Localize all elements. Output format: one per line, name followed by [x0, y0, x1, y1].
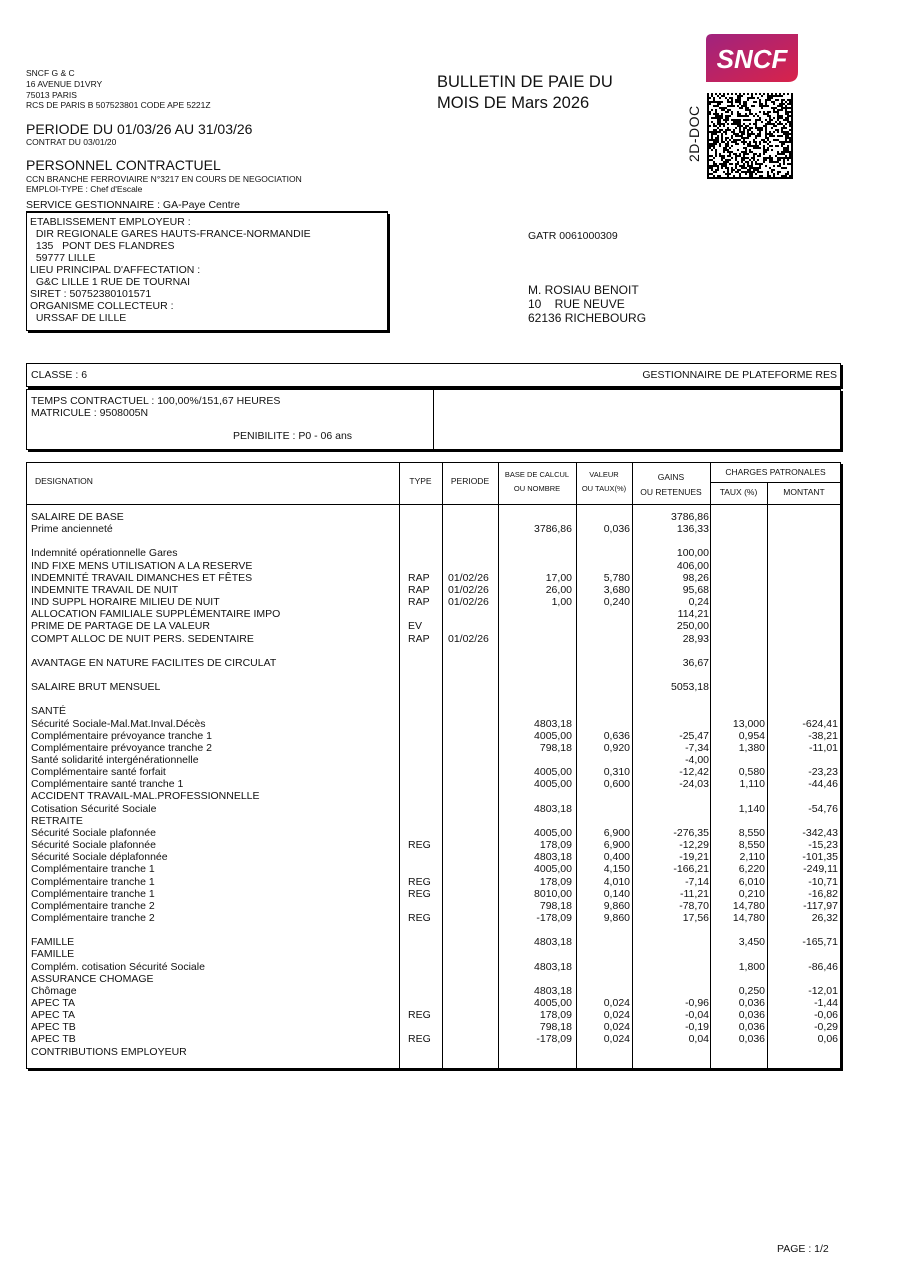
cell-montant: -44,46	[808, 778, 838, 791]
table-row	[27, 730, 840, 742]
cell-valeur: 0,600	[603, 778, 630, 791]
etablissement-line: 59777 LILLE	[30, 252, 96, 264]
cell-montant: -624,41	[802, 717, 838, 730]
header-designation: DESIGNATION	[35, 476, 93, 486]
table-row	[27, 1009, 840, 1021]
table-row	[27, 863, 840, 875]
cell-gains: 136,33	[676, 523, 709, 536]
cell-base: 4803,18	[534, 851, 572, 864]
table-row	[27, 1021, 840, 1033]
cell-gains: -166,21	[673, 863, 709, 876]
cell-base: 4803,18	[534, 960, 572, 973]
table-row	[27, 766, 840, 778]
cell-designation: Sécurité Sociale déplafonnée	[31, 851, 168, 864]
cell-taux: 6,010	[738, 875, 765, 888]
cell-valeur: 9,860	[603, 911, 630, 924]
cell-gains: -0,04	[685, 1009, 709, 1022]
cell-valeur: 3,680	[603, 583, 630, 596]
cell-type: REG	[408, 911, 431, 924]
table-row	[27, 547, 840, 559]
table-row	[27, 742, 840, 754]
gatr-code: GATR 0061000309	[528, 230, 618, 242]
table-row	[27, 912, 840, 924]
cell-designation: RETRAITE	[31, 814, 83, 827]
cell-montant: -15,23	[808, 839, 838, 852]
cell-gains: 250,00	[676, 620, 709, 633]
table-row	[27, 1033, 840, 1045]
cell-taux: 8,550	[738, 839, 765, 852]
cell-montant: -0,29	[814, 1021, 838, 1034]
table-row	[27, 876, 840, 888]
contract-date: CONTRAT DU 03/01/20	[26, 137, 117, 147]
cell-valeur: 0,036	[603, 523, 630, 536]
cell-periode: 01/02/26	[448, 571, 489, 584]
cell-valeur: 0,024	[603, 1021, 630, 1034]
cell-montant: -117,97	[803, 899, 838, 912]
cell-gains: -276,35	[673, 826, 709, 839]
cell-type: REG	[408, 1033, 431, 1046]
cell-gains: -11,21	[680, 887, 709, 900]
cell-designation: Sécurité Sociale plafonnée	[31, 839, 156, 852]
table-row	[27, 803, 840, 815]
cell-taux: 6,220	[738, 863, 765, 876]
employer-rcs: RCS DE PARIS B 507523801 CODE APE 5221Z	[26, 100, 211, 110]
etablissement-line: ETABLISSEMENT EMPLOYEUR :	[30, 216, 191, 228]
table-row	[27, 790, 840, 802]
cell-base: 798,18	[539, 741, 572, 754]
cell-designation: Complémentaire santé forfait	[31, 766, 166, 779]
cell-gains: 36,67	[682, 656, 709, 669]
cell-base: 4005,00	[534, 826, 572, 839]
header-periode: PERIODE	[450, 476, 490, 486]
cell-gains: 114,21	[677, 608, 709, 621]
sncf-logo	[706, 34, 798, 82]
cell-base: 4005,00	[534, 766, 572, 779]
cell-montant: -1,44	[814, 997, 838, 1009]
cell-montant: -101,35	[802, 851, 838, 864]
cell-type: RAP	[408, 632, 430, 645]
table-row	[27, 827, 840, 839]
classe-label: CLASSE : 6	[31, 369, 88, 381]
cell-montant: -16,82	[808, 887, 838, 900]
employer-name: SNCF G & C	[26, 68, 75, 78]
cell-designation: Sécurité Sociale-Mal.Mat.Inval.Décès	[31, 717, 206, 730]
cell-base: 8010,00	[534, 887, 572, 900]
cell-gains: -78,70	[679, 899, 709, 912]
cell-type: RAP	[408, 571, 430, 584]
table-row	[27, 961, 840, 973]
cell-designation: CONTRIBUTIONS EMPLOYEUR	[31, 1045, 187, 1058]
cell-base: 178,09	[539, 839, 572, 852]
cell-designation: SALAIRE DE BASE	[31, 511, 124, 523]
cell-gains: 0,04	[688, 1033, 709, 1046]
cell-periode: 01/02/26	[448, 596, 489, 609]
charges-header-line	[710, 482, 841, 483]
table-row	[27, 572, 840, 584]
employer-address-1: 16 AVENUE D1VRY	[26, 79, 103, 89]
cell-montant: 26,32	[811, 911, 838, 924]
contract-info-divider	[433, 390, 434, 449]
cell-taux: 0,036	[738, 997, 765, 1009]
table-row	[27, 839, 840, 851]
header-gains-2: OU RETENUES	[640, 487, 702, 497]
cell-taux: 0,954	[738, 729, 765, 742]
cell-designation: IND FIXE MENS UTILISATION A LA RESERVE	[31, 559, 253, 572]
header-gains-1: GAINS	[657, 472, 685, 482]
contract-info-box	[26, 389, 841, 450]
cell-valeur: 5,780	[603, 571, 630, 584]
cell-designation: Complémentaire prévoyance tranche 2	[31, 741, 212, 754]
cell-taux: 3,450	[738, 936, 765, 949]
cell-designation: APEC TA	[31, 997, 75, 1009]
table-row	[27, 936, 840, 948]
cell-base: 26,00	[545, 583, 572, 596]
cell-taux: 0,036	[738, 1009, 765, 1022]
table-row	[27, 535, 840, 547]
cell-gains: 0,24	[688, 596, 709, 609]
cell-montant: -10,71	[808, 875, 838, 888]
cell-base: 798,18	[539, 1021, 572, 1034]
etablissement-lines	[30, 216, 311, 324]
employee-street: 10 RUE NEUVE	[528, 297, 625, 311]
cell-designation: Cotisation Sécurité Sociale	[31, 802, 157, 815]
cell-base: 178,09	[539, 875, 572, 888]
cell-base: 4005,00	[534, 997, 572, 1009]
etablissement-line: ORGANISME COLLECTEUR :	[30, 300, 174, 312]
cell-valeur: 0,240	[603, 596, 630, 609]
cell-valeur: 0,024	[603, 1009, 630, 1022]
cell-designation: INDEMNITÉ TRAVAIL DIMANCHES ET FÊTES	[31, 571, 253, 584]
cell-gains: -25,47	[679, 729, 709, 742]
etablissement-line: LIEU PRINCIPAL D'AFFECTATION :	[30, 264, 201, 276]
bulletin-title-line1: BULLETIN DE PAIE DU	[437, 73, 613, 91]
cell-designation: Complémentaire santé tranche 1	[31, 778, 184, 791]
cell-gains: 100,00	[676, 547, 709, 560]
period-label: PERIODE DU 01/03/26 AU 31/03/26	[26, 121, 253, 137]
cell-designation: SALAIRE BRUT MENSUEL	[31, 681, 161, 694]
cell-type: RAP	[408, 596, 430, 609]
cell-designation: APEC TB	[31, 1021, 76, 1034]
cell-designation: FAMILLE	[31, 948, 75, 961]
header-base-2: OU NOMBRE	[513, 484, 561, 493]
table-row	[27, 948, 840, 960]
cell-base: 4005,00	[534, 729, 572, 742]
table-row	[27, 973, 840, 985]
table-row	[27, 851, 840, 863]
cell-montant: -249,11	[803, 863, 838, 876]
cell-taux: 0,036	[738, 1021, 765, 1034]
cell-base: 4803,18	[534, 802, 572, 815]
cell-valeur: 6,900	[603, 839, 630, 852]
matricule: MATRICULE : 9508005N	[31, 407, 149, 419]
cell-montant: -38,21	[808, 729, 838, 742]
cell-designation: Complémentaire tranche 1	[31, 887, 155, 900]
header-montant: MONTANT	[783, 487, 825, 497]
cell-designation: SANTÉ	[31, 705, 67, 718]
cell-gains: -0,19	[685, 1021, 709, 1034]
payslip-table	[26, 462, 841, 1069]
cell-designation: Complémentaire tranche 1	[31, 875, 155, 888]
cell-designation: ALLOCATION FAMILIALE SUPPLÉMENTAIRE IMPO	[31, 608, 281, 621]
cell-taux: 13,000	[732, 717, 765, 730]
table-row	[27, 645, 840, 657]
etablissement-line: G&C LILLE 1 RUE DE TOURNAI	[30, 276, 191, 288]
cell-valeur: 0,636	[603, 729, 630, 742]
table-row	[27, 560, 840, 572]
2d-doc-qr-code	[707, 93, 793, 179]
personnel-title: PERSONNEL CONTRACTUEL	[26, 157, 221, 173]
cell-designation: Santé solidarité intergénérationnelle	[31, 754, 199, 766]
header-valeur-1: VALEUR	[589, 470, 619, 479]
etablissement-box	[26, 212, 388, 331]
etablissement-line: 135 PONT DES FLANDRES	[30, 240, 175, 252]
table-row	[27, 681, 840, 693]
cell-designation: Complémentaire tranche 1	[31, 863, 155, 876]
cell-montant: -86,46	[808, 960, 838, 973]
cell-periode: 01/02/26	[448, 632, 489, 645]
table-row	[27, 815, 840, 827]
header-taux: TAUX (%)	[719, 487, 758, 497]
cell-taux: 1,380	[738, 741, 765, 754]
cell-designation: ACCIDENT TRAVAIL-MAL.PROFESSIONNELLE	[31, 790, 260, 803]
cell-designation: APEC TB	[31, 1033, 76, 1046]
cell-taux: 1,110	[739, 778, 765, 791]
cell-gains: -7,34	[685, 741, 709, 754]
cell-gains: -12,29	[679, 839, 709, 852]
employer-address-2: 75013 PARIS	[26, 90, 77, 100]
cell-taux: 0,210	[738, 887, 765, 900]
cell-base: -178,09	[536, 1033, 572, 1046]
table-row	[27, 523, 840, 535]
page-number: PAGE : 1/2	[777, 1243, 829, 1255]
cell-gains: 406,00	[676, 559, 709, 572]
cell-type: RAP	[408, 583, 430, 596]
table-row	[27, 608, 840, 620]
cell-designation: Complémentaire tranche 2	[31, 899, 155, 912]
cell-gains: 5053,18	[671, 681, 709, 694]
classe-box	[26, 363, 841, 387]
cell-valeur: 0,024	[603, 997, 630, 1009]
table-row	[27, 705, 840, 717]
cell-montant: -0,06	[814, 1009, 838, 1022]
cell-gains: -12,42	[679, 766, 709, 779]
employee-name: M. ROSIAU BENOIT	[528, 283, 639, 297]
cell-designation: APEC TA	[31, 1009, 75, 1022]
cell-base: -178,09	[536, 911, 572, 924]
bulletin-title-line2: MOIS DE Mars 2026	[437, 94, 590, 112]
table-row	[27, 511, 840, 523]
table-row	[27, 997, 840, 1009]
header-charges: CHARGES PATRONALES	[725, 467, 826, 477]
cell-type: REG	[408, 839, 431, 852]
cell-gains: 98,26	[682, 571, 709, 584]
cell-base: 17,00	[545, 571, 572, 584]
cell-type: EV	[408, 620, 423, 633]
cell-montant: 0,06	[817, 1033, 838, 1046]
employee-city: 62136 RICHEBOURG	[528, 311, 647, 325]
cell-designation: FAMILLE	[31, 936, 75, 949]
ccn-line: CCN BRANCHE FERROVIAIRE N°3217 EN COURS DE NEGOCIATION	[26, 174, 302, 184]
cell-montant: -165,71	[802, 936, 838, 949]
header-bottom-line	[27, 504, 840, 505]
cell-valeur: 0,024	[603, 1033, 630, 1046]
cell-montant: -23,23	[808, 766, 838, 779]
cell-taux: 1,140	[738, 802, 765, 815]
cell-base: 4803,18	[534, 717, 572, 730]
doc-code-label: 2D-DOC	[686, 105, 702, 162]
cell-taux: 0,250	[738, 984, 765, 997]
cell-designation: Complém. cotisation Sécurité Sociale	[31, 960, 205, 973]
cell-designation: Indemnité opérationnelle Gares	[31, 547, 178, 560]
cell-designation: Complémentaire tranche 2	[31, 911, 155, 924]
table-row	[27, 1046, 840, 1058]
cell-gains: -4,00	[685, 754, 709, 766]
table-row	[27, 693, 840, 705]
cell-valeur: 0,920	[603, 741, 630, 754]
cell-valeur: 9,860	[603, 899, 630, 912]
cell-gains: -0,96	[685, 997, 709, 1009]
cell-designation: Prime ancienneté	[31, 523, 113, 536]
cell-type: REG	[408, 875, 431, 888]
cell-gains: 17,56	[682, 911, 709, 924]
cell-designation: Complémentaire prévoyance tranche 1	[31, 729, 212, 742]
cell-designation: Sécurité Sociale plafonnée	[31, 826, 156, 839]
cell-gains: -24,03	[679, 778, 709, 791]
penibilite: PENIBILITE : P0 - 06 ans	[233, 430, 353, 442]
table-row	[27, 924, 840, 936]
cell-designation: IND SUPPL HORAIRE MILIEU DE NUIT	[31, 596, 220, 609]
cell-taux: 14,780	[732, 911, 765, 924]
cell-valeur: 4,150	[603, 863, 630, 876]
cell-valeur: 6,900	[603, 826, 630, 839]
cell-designation: INDEMNITE TRAVAIL DE NUIT	[31, 583, 179, 596]
cell-base: 3786,86	[534, 523, 572, 536]
cell-montant: -11,01	[809, 741, 838, 754]
cell-valeur: 0,400	[603, 851, 630, 864]
cell-taux: 14,780	[732, 899, 765, 912]
table-row	[27, 985, 840, 997]
table-row	[27, 620, 840, 632]
cell-base: 4005,00	[534, 778, 572, 791]
table-row	[27, 718, 840, 730]
cell-base: 1,00	[551, 596, 572, 609]
cell-gains: -7,14	[685, 875, 709, 888]
temps-contractuel: TEMPS CONTRACTUEL : 100,00%/151,67 HEURES	[31, 395, 281, 407]
etablissement-line: DIR REGIONALE GARES HAUTS-FRANCE-NORMANDIE	[30, 228, 311, 240]
cell-type: REG	[408, 887, 431, 900]
table-row	[27, 888, 840, 900]
classe-role: GESTIONNAIRE DE PLATEFORME RES	[642, 369, 837, 381]
svg-text:SNCF: SNCF	[716, 44, 788, 74]
cell-gains: 95,68	[682, 583, 709, 596]
table-row	[27, 596, 840, 608]
cell-designation: PRIME DE PARTAGE DE LA VALEUR	[31, 620, 210, 633]
cell-taux: 0,036	[738, 1033, 765, 1046]
table-row	[27, 754, 840, 766]
table-row	[27, 633, 840, 645]
cell-type: REG	[408, 1009, 431, 1022]
cell-valeur: 4,010	[603, 875, 630, 888]
header-base-1: BASE DE CALCUL	[504, 470, 570, 479]
cell-montant: -54,76	[808, 802, 838, 815]
cell-taux: 1,800	[738, 960, 765, 973]
cell-base: 178,09	[539, 1009, 572, 1022]
cell-base: 798,18	[539, 899, 572, 912]
emploi-type: EMPLOI-TYPE : Chef d'Escale	[26, 184, 143, 194]
cell-gains: -19,21	[679, 851, 709, 864]
cell-gains: 28,93	[682, 632, 709, 645]
cell-base: 4005,00	[534, 863, 572, 876]
table-row	[27, 657, 840, 669]
cell-periode: 01/02/26	[448, 583, 489, 596]
cell-taux: 0,580	[738, 766, 765, 779]
table-row	[27, 584, 840, 596]
table-row	[27, 900, 840, 912]
cell-designation: Chômage	[31, 984, 77, 997]
cell-valeur: 0,310	[603, 766, 630, 779]
cell-montant: -12,01	[808, 984, 838, 997]
table-row	[27, 669, 840, 681]
cell-gains: 3786,86	[671, 511, 709, 523]
cell-designation: ASSURANCE CHOMAGE	[31, 972, 154, 985]
cell-designation: AVANTAGE EN NATURE FACILITES DE CIRCULAT	[31, 656, 277, 669]
header-valeur-2: OU TAUX(%)	[581, 484, 627, 493]
table-row	[27, 778, 840, 790]
cell-taux: 2,110	[739, 851, 765, 864]
cell-base: 4803,18	[534, 936, 572, 949]
cell-base: 4803,18	[534, 984, 572, 997]
cell-designation: COMPT ALLOC DE NUIT PERS. SEDENTAIRE	[31, 632, 254, 645]
service-gestionnaire: SERVICE GESTIONNAIRE : GA-Paye Centre	[26, 199, 240, 211]
etablissement-line: SIRET : 50752380101571	[30, 288, 152, 300]
etablissement-line: URSSAF DE LILLE	[30, 312, 127, 324]
header-type: TYPE	[409, 476, 432, 486]
cell-montant: -342,43	[802, 826, 838, 839]
cell-taux: 8,550	[738, 826, 765, 839]
cell-valeur: 0,140	[603, 887, 630, 900]
